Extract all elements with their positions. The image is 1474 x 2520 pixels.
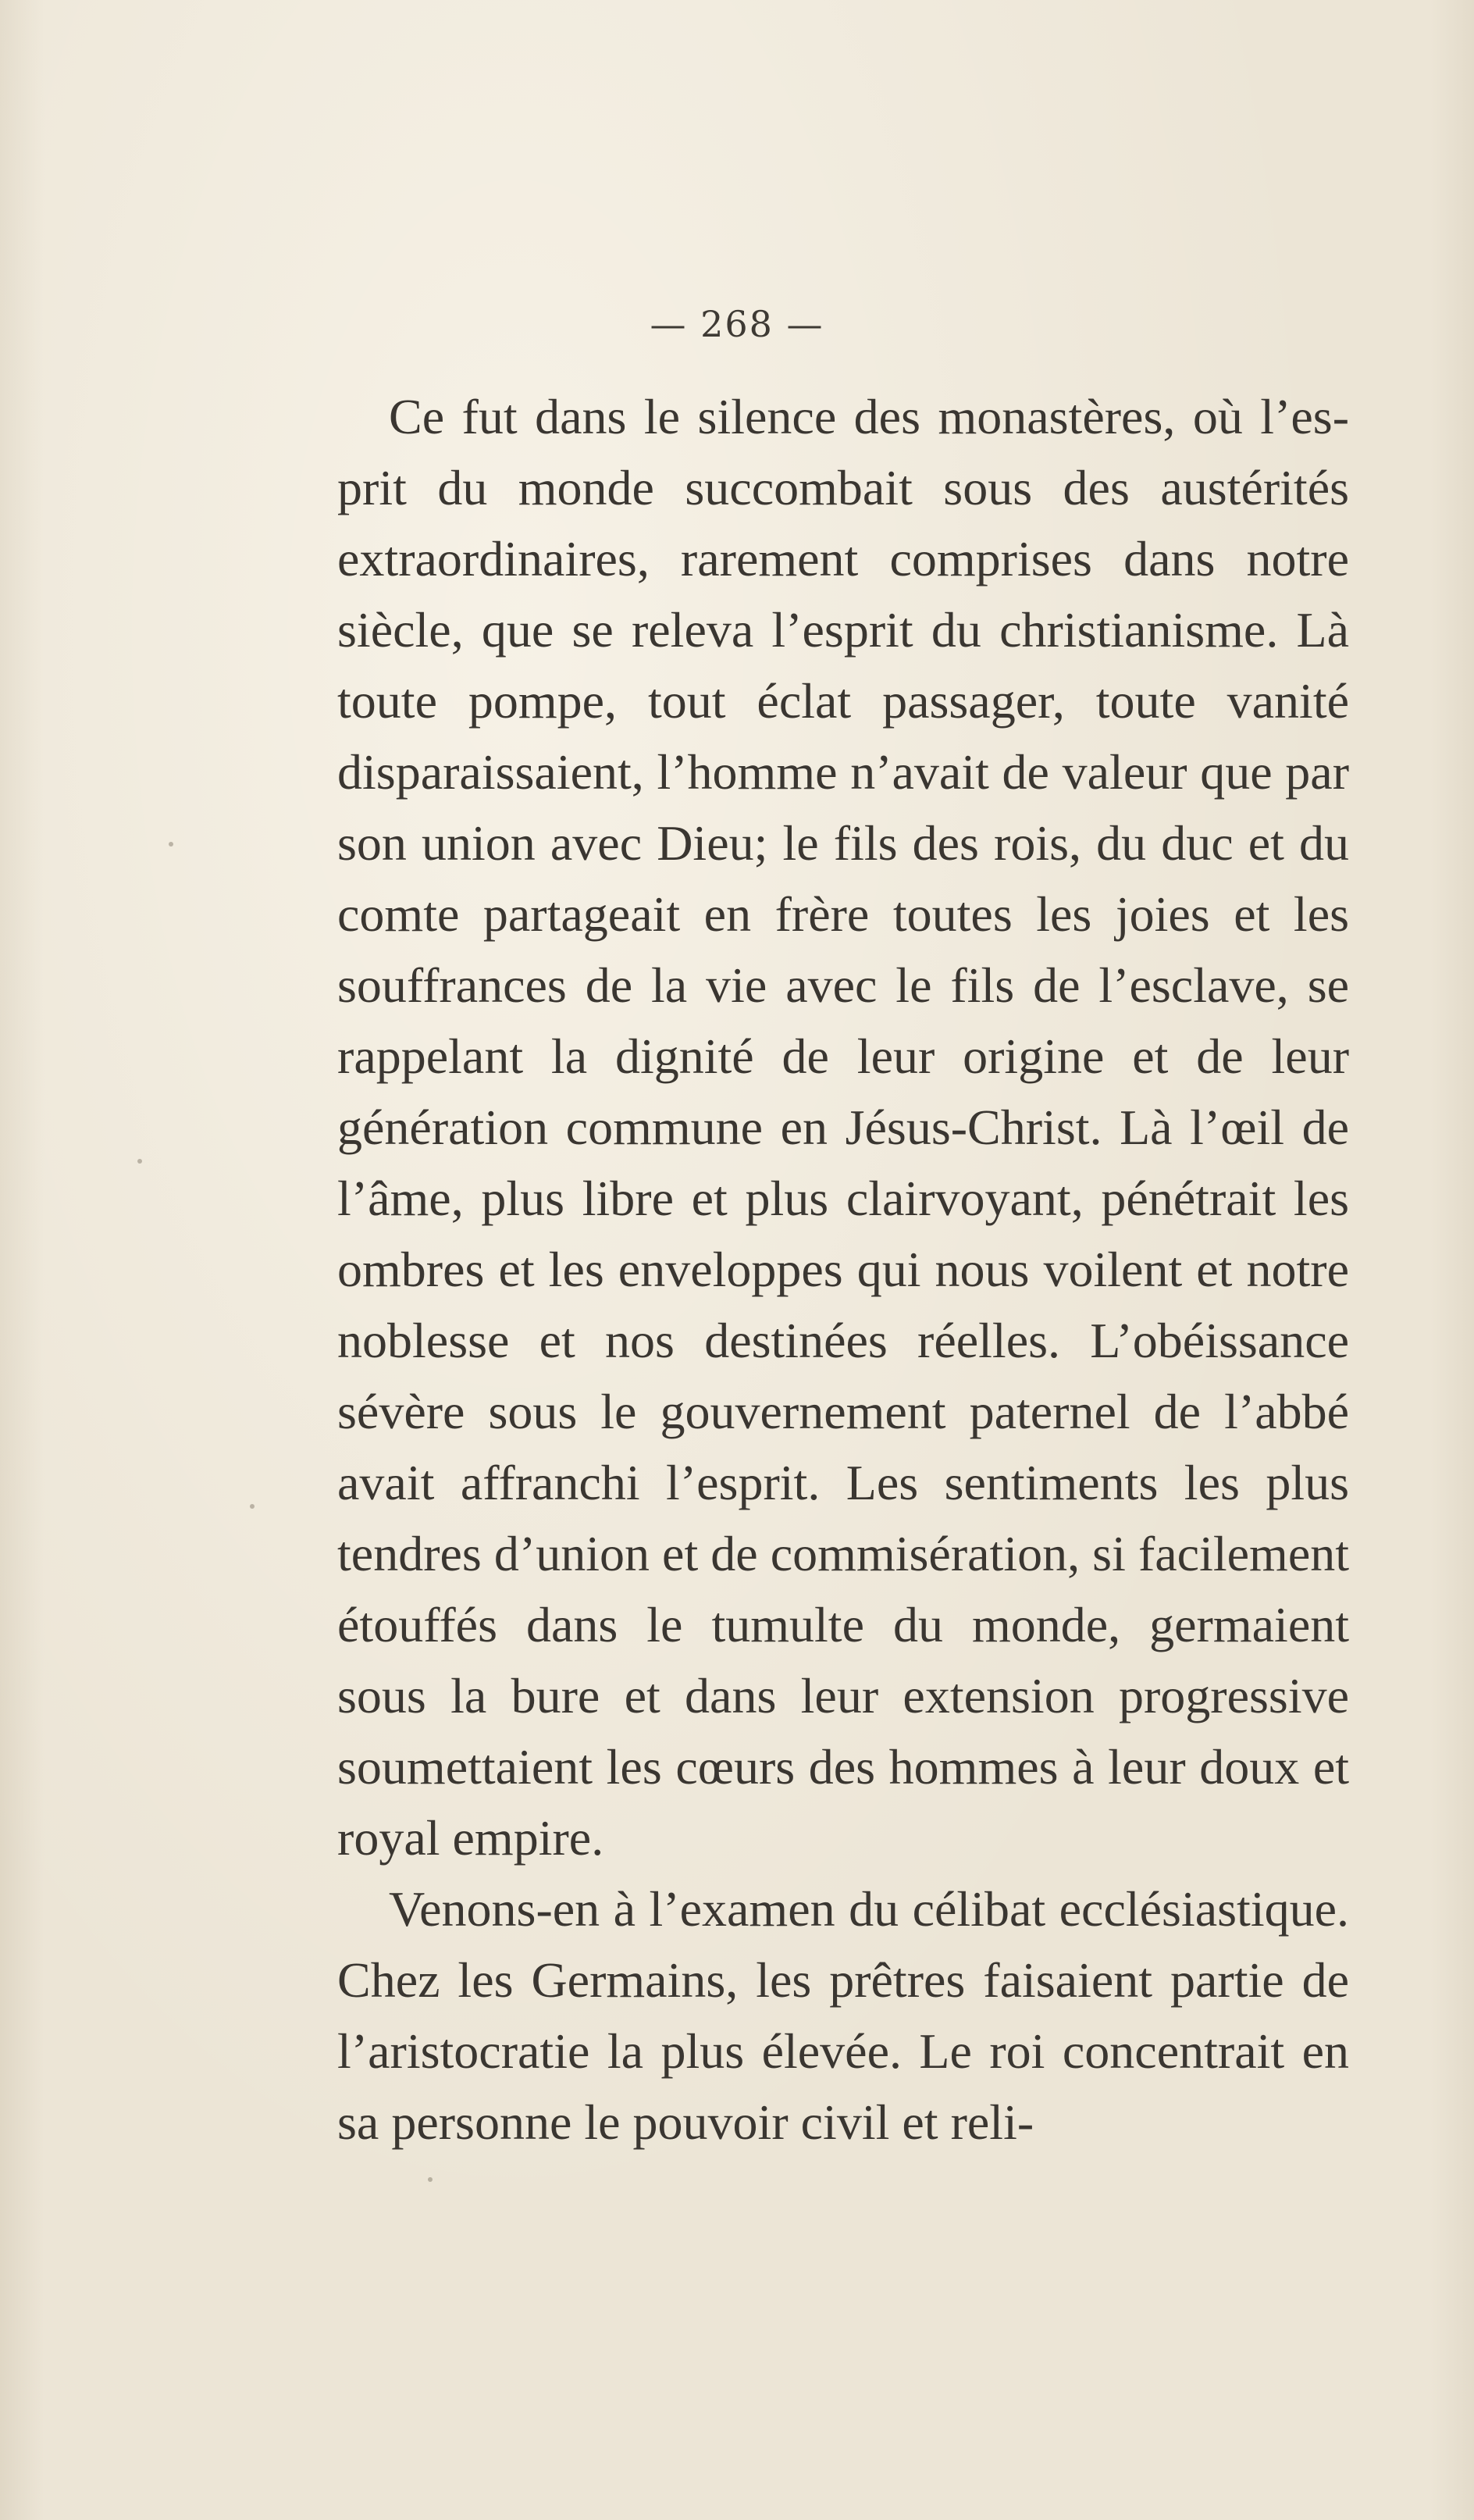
body-text: [337, 381, 1349, 2158]
paragraph-celibat: Venons-en à l’examen du célibat ecclésiastique. Chez les Germains, les prêtres faisaient partie de l’aristocratie la plus élevée. Le roi concentrait en sa personne le pouvoir civil et reli-: [337, 1881, 1349, 2150]
paper-speck: [137, 1159, 142, 1164]
paper-speck: [428, 2177, 433, 2182]
paper-speck: [169, 842, 173, 847]
paragraph-monasteres: Ce fut dans le silence des monastères, où l’esprit du monde succombait sous des austérités extraordinaires, rarement comprises dans notre siècle, que se releva l’esprit du christianisme. Là toute pompe, tout éclat passager, toute vanité disparaissaient, l’homme n’avait de valeur que par son union avec Dieu; le fils des rois, du duc et du comte partageait en frère toutes les joies et les souffrances de la vie avec le fils de l’esclave, se rappelant la dignité de leur origine et de leur génération commune en Jésus-Christ. Là l’œil de l’âme, plus libre et plus clairvoyant, pénétrait les ombres et les enveloppes qui nous voilent et notre noblesse et nos destinées réelles. L’obéissance sévère sous le gouvernement paternel de l’abbé avait affranchi l’esprit. Les sentiments les plus tendres d’union et de commisération, si facilement étouffés dans le tumulte du monde, germaient sous la bure et dans leur extension progressive soumettaient les cœurs des hommes à leur doux et royal empire.: [337, 389, 1349, 1866]
paper-speck: [250, 1504, 255, 1509]
page-number: — 268 —: [650, 303, 824, 345]
